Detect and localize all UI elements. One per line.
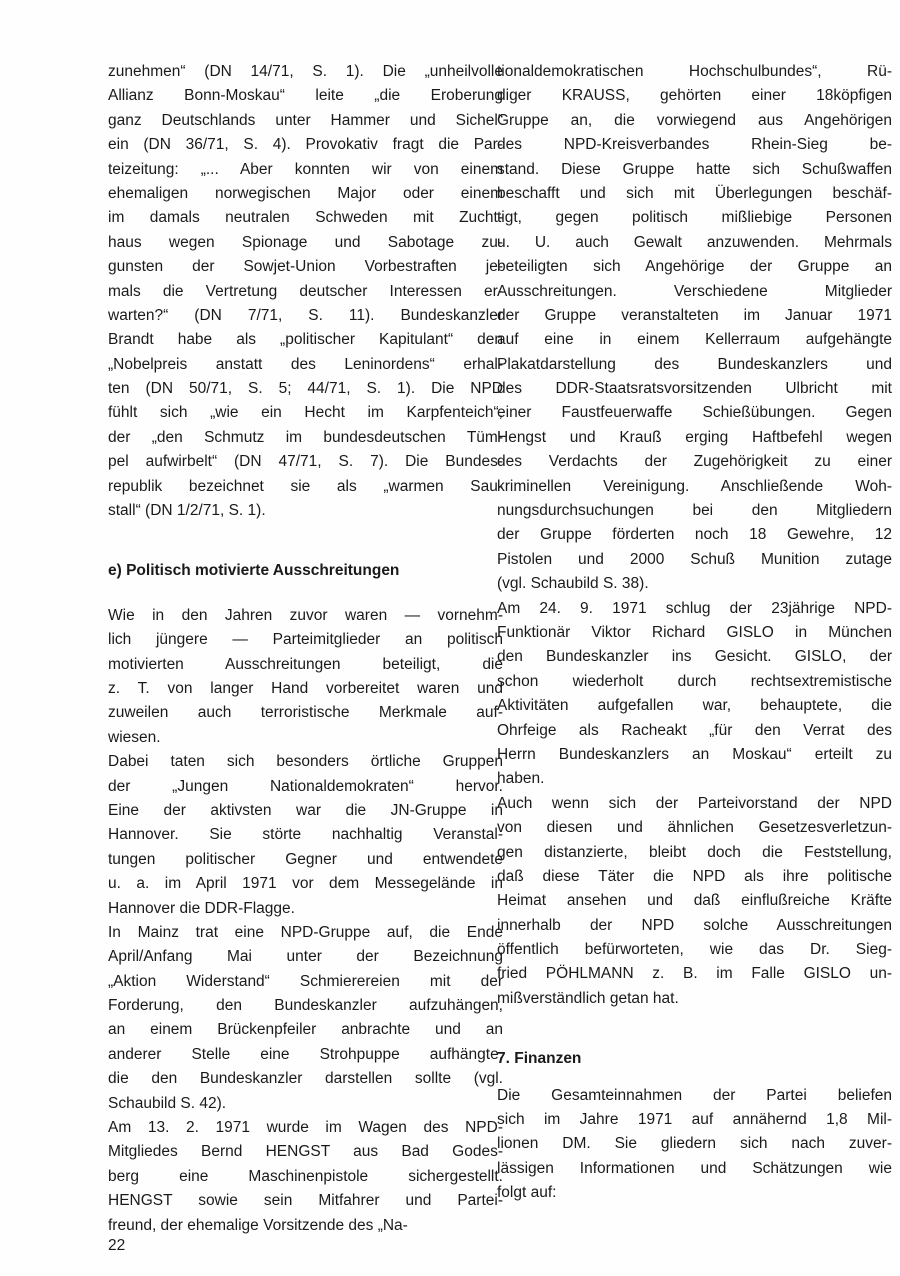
text-line: einer Faustfeuerwaffe Schießübungen. Gegen <box>497 404 892 422</box>
text-line: mißverständlich getan hat. <box>497 989 679 1007</box>
text-line: In Mainz trat eine NPD-Gruppe auf, die Ende <box>108 923 503 941</box>
text-line: freund, der ehemalige Vorsitzende des „Na- <box>108 1216 408 1234</box>
text-line: warten?“ (DN 7/71, S. 11). Bundeskanzler <box>108 306 503 324</box>
text-line: fühlt sich „wie ein Hecht im Karpfenteich“, <box>108 404 503 422</box>
text-line: „Nobelpreis anstatt des Leninordens“ erhal- <box>108 355 503 373</box>
text-line: zunehmen“ (DN 14/71, S. 1). Die „unheilvolle <box>108 63 503 80</box>
text-line: im damals neutralen Schweden mit Zucht- <box>108 209 503 227</box>
text-line: beteiligten sich Angehörige der Gruppe an <box>497 258 892 276</box>
text-line: (vgl. Schaubild S. 38). <box>497 575 649 593</box>
text-line: Hengst und Krauß erging Haftbefehl wegen <box>497 428 892 446</box>
text-line: ehemaligen norwegischen Major oder einem <box>108 184 503 202</box>
text-line: Am 13. 2. 1971 wurde im Wagen des NPD- <box>108 1119 503 1137</box>
text-line: Gruppe an, die vorwiegend aus Angehörigen <box>497 111 892 129</box>
text-line: des Verdachts der Zugehörigkeit zu einer <box>497 453 892 471</box>
text-line: mals die Vertretung deutscher Interessen er- <box>108 282 503 300</box>
left-column <box>108 60 503 1238</box>
text-line: April/Anfang Mai unter der Bezeichnung <box>108 948 503 966</box>
text-line: Die Gesamteinnahmen der Partei beliefen <box>497 1086 892 1104</box>
text-line: Pistolen und 2000 Schuß Munition zutage <box>497 550 892 568</box>
text-line: ten (DN 50/71, S. 5; 44/71, S. 1). Die NPD <box>108 380 503 398</box>
text-line: Mitgliedes Bernd HENGST aus Bad Godes- <box>108 1143 503 1161</box>
text-line: Am 24. 9. 1971 schlug der 23jährige NPD- <box>497 599 892 617</box>
text-line: schon wiederholt durch rechtsextremistische <box>497 672 892 690</box>
text-line: gunsten der Sowjet-Union Vorbestraften je- <box>108 258 503 276</box>
text-line: Herrn Bundeskanzlers an Moskau“ erteilt zu <box>497 745 892 763</box>
text-line: folgt auf: <box>497 1184 557 1202</box>
text-line: der „den Schmutz im bundesdeutschen Tüm- <box>108 428 503 446</box>
paragraph <box>108 604 503 750</box>
text-line: Hannover. Sie störte nachhaltig Veranstal- <box>108 826 503 844</box>
section-heading-7: 7. Finanzen <box>497 1050 582 1068</box>
text-line: u. U. auch Gewalt anzuwenden. Mehrmals <box>497 233 892 251</box>
text-line: anderer Stelle eine Strohpuppe aufhängte, <box>108 1045 503 1063</box>
text-line: teizeitung: „... Aber konnten wir von einem <box>108 160 503 178</box>
text-line: z. T. von langer Hand vorbereitet waren und <box>108 679 503 697</box>
text-line: Heimat ansehen und daß einflußreiche Kräfte <box>497 892 892 910</box>
paragraph <box>108 750 503 921</box>
text-line: Funktionär Viktor Richard GISLO in München <box>497 623 892 641</box>
text-line: Ausschreitungen. Verschiedene Mitglieder <box>497 282 892 300</box>
text-line: lässigen Informationen und Schätzungen wie <box>497 1159 892 1177</box>
right-column <box>497 60 892 1206</box>
text-line: Forderung, den Bundeskanzler aufzuhängen, <box>108 997 503 1015</box>
text-line: der „Jungen Nationaldemokraten“ hervor. <box>108 777 503 795</box>
text-line: diger KRAUSS, gehörten einer 18köpfigen <box>497 87 892 105</box>
text-line: des NPD-Kreisverbandes Rhein-Sieg be- <box>497 136 892 154</box>
text-line: Aktivitäten aufgefallen war, behauptete, die <box>497 697 892 715</box>
text-line: des DDR-Staatsratsvorsitzenden Ulbricht mit <box>497 380 892 398</box>
text-line: nungsdurchsuchungen bei den Mitgliedern <box>497 502 892 520</box>
text-line: an einem Brückenpfeiler anbrachte und an <box>108 1021 503 1039</box>
text-line: öffentlich befürworteten, wie das Dr. Sieg- <box>497 941 892 959</box>
text-line: Dabei taten sich besonders örtliche Gruppen <box>108 753 503 771</box>
text-line: ganz Deutschlands unter Hammer und Sichel“ <box>108 111 503 129</box>
paragraph <box>497 1084 892 1206</box>
text-line: Hannover die DDR-Flagge. <box>108 899 295 917</box>
text-line: gen distanzierte, bleibt doch die Feststellung, <box>497 843 892 861</box>
text-line: der Gruppe veranstalteten im Januar 1971 <box>497 306 892 324</box>
text-line: Wie in den Jahren zuvor waren — vornehm- <box>108 606 503 624</box>
text-line: „Aktion Widerstand“ Schmierereien mit der <box>108 972 503 990</box>
paragraph <box>497 60 892 597</box>
text-line: pel aufwirbelt“ (DN 47/71, S. 7). Die Bundes- <box>108 453 503 471</box>
text-line: HENGST sowie sein Mitfahrer und Partei- <box>108 1192 503 1210</box>
text-line: stand. Diese Gruppe hatte sich Schußwaffen <box>497 160 892 178</box>
text-line: von diesen und ähnlichen Gesetzesverletzun- <box>497 819 892 837</box>
paragraph <box>497 597 892 792</box>
text-line: beschafft und sich mit Überlegungen beschäf- <box>497 184 892 202</box>
text-line: fried PÖHLMANN z. B. im Falle GISLO un- <box>497 965 892 983</box>
text-line: republik bezeichnet sie als „warmen Sau- <box>108 477 503 495</box>
text-line: motivierten Ausschreitungen beteiligt, die <box>108 655 503 673</box>
text-line: innerhalb der NPD solche Ausschreitungen <box>497 916 892 934</box>
text-line: die den Bundeskanzler darstellen sollte (vgl. <box>108 1070 503 1088</box>
text-line: Auch wenn sich der Parteivorstand der NPD <box>497 794 892 812</box>
text-line: sich im Jahre 1971 auf annähernd 1,8 Mil- <box>497 1111 892 1129</box>
text-line: der Gruppe förderten noch 18 Gewehre, 12 <box>497 526 892 544</box>
text-line: tigt, gegen politisch mißliebige Personen <box>497 209 892 227</box>
text-line: daß diese Täter die NPD als ihre politische <box>497 867 892 885</box>
text-line: u. a. im April 1971 vor dem Messegelände in <box>108 875 503 893</box>
text-line: haus wegen Spionage und Sabotage zu- <box>108 233 503 251</box>
text-line: lich jüngere — Parteimitglieder an politisch <box>108 631 503 649</box>
text-line: tungen politischer Gegner und entwendete <box>108 850 503 868</box>
page-number: 22 <box>108 1237 126 1254</box>
paragraph <box>108 921 503 1116</box>
text-line: Eine der aktivsten war die JN-Gruppe in <box>108 801 503 819</box>
paragraph <box>108 1116 503 1238</box>
text-line: zuweilen auch terroristische Merkmale auf- <box>108 704 503 722</box>
text-line: stall“ (DN 1/2/71, S. 1). <box>108 502 266 520</box>
text-line: Ohrfeige als Racheakt „für den Verrat des <box>497 721 892 739</box>
text-line: Brandt habe als „politischer Kapitulant“ den <box>108 331 503 349</box>
text-line: haben. <box>497 770 545 788</box>
text-line: tionaldemokratischen Hochschulbundes“, Rü- <box>497 63 892 80</box>
text-line: Allianz Bonn-Moskau“ leite „die Eroberung <box>108 87 503 105</box>
text-line: Plakatdarstellung des Bundeskanzlers und <box>497 355 892 373</box>
paragraph <box>497 792 892 1012</box>
text-line: wiesen. <box>108 728 161 746</box>
text-line: kriminellen Vereinigung. Anschließende Woh- <box>497 477 892 495</box>
paragraph <box>108 60 503 523</box>
text-line: auf eine in einem Kellerraum aufgehängte <box>497 331 892 349</box>
text-line: Schaubild S. 42). <box>108 1094 227 1112</box>
text-line: berg eine Maschinenpistole sichergestellt. <box>108 1167 503 1185</box>
text-line: lionen DM. Sie gliedern sich nach zuver- <box>497 1135 892 1153</box>
text-line: ein (DN 36/71, S. 4). Provokativ fragt die Par- <box>108 136 503 154</box>
section-heading-e: e) Politisch motivierte Ausschreitungen <box>108 562 400 580</box>
text-line: den Bundeskanzler ins Gesicht. GISLO, der <box>497 648 892 666</box>
